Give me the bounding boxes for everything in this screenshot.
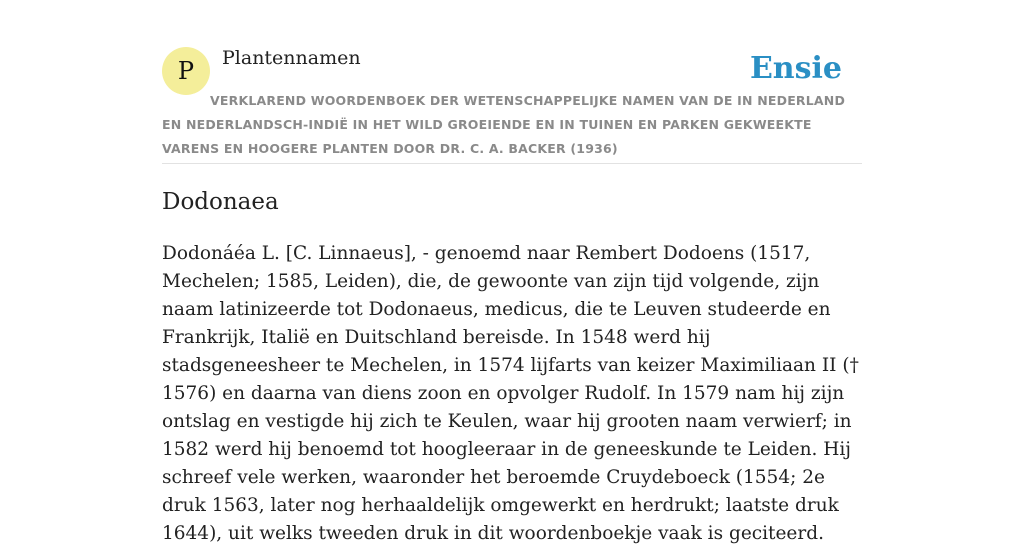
header-divider	[162, 163, 862, 164]
avatar-letter: P	[177, 57, 195, 85]
dictionary-subtitle: VERKLAREND WOORDENBOEK DER WETENSCHAPPELIJKE NAMEN VAN DE IN NEDERLAND EN NEDERLANDSCH-INDIË IN HET WILD GROEIENDE EN IN TUINEN EN PARKEN GEKWEEKTE VARENS EN HOOGERE PLANTEN DOOR DR. C. A. BACKER (1936)	[162, 93, 846, 156]
entry-title: Dodonaea	[162, 189, 279, 215]
dictionary-avatar[interactable]	[162, 47, 210, 95]
dictionary-title-link[interactable]: Plantennamen	[222, 47, 361, 69]
brand-logo-link[interactable]: Ensie	[749, 51, 842, 86]
entry-body: Dodonáéa L. [C. Linnaeus], - genoemd naar Rembert Dodoens (1517, Mechelen; 1585, Leiden), die, de gewoonte van zijn tijd volgende, zijn naam latinizeerde tot Dodonaeus, medicus, die te Leuven studeerde en Frankrijk, Italië en Duitschland bereisde. In 1548 werd hij stadsgeneesheer te Mechelen, in 1574 lijfarts van keizer Maximiliaan II († 1576) en daarna van diens zoon en opvolger Rudolf. In 1579 nam hij zijn ontslag en vestigde hij zich te Keulen, waar hij grooten naam verwierf; in 1582 werd hij benoemd tot hoogleeraar in de geneeskunde te Leiden. Hij schreef vele werken, waaronder het beroemde Cruydeboeck (1554; 2e druk 1563, later nog herhaaldelijk omgewerkt en herdrukt; laatste druk 1644), uit welks tweeden druk in dit woordenboekje vaak is geciteerd.	[162, 243, 859, 544]
